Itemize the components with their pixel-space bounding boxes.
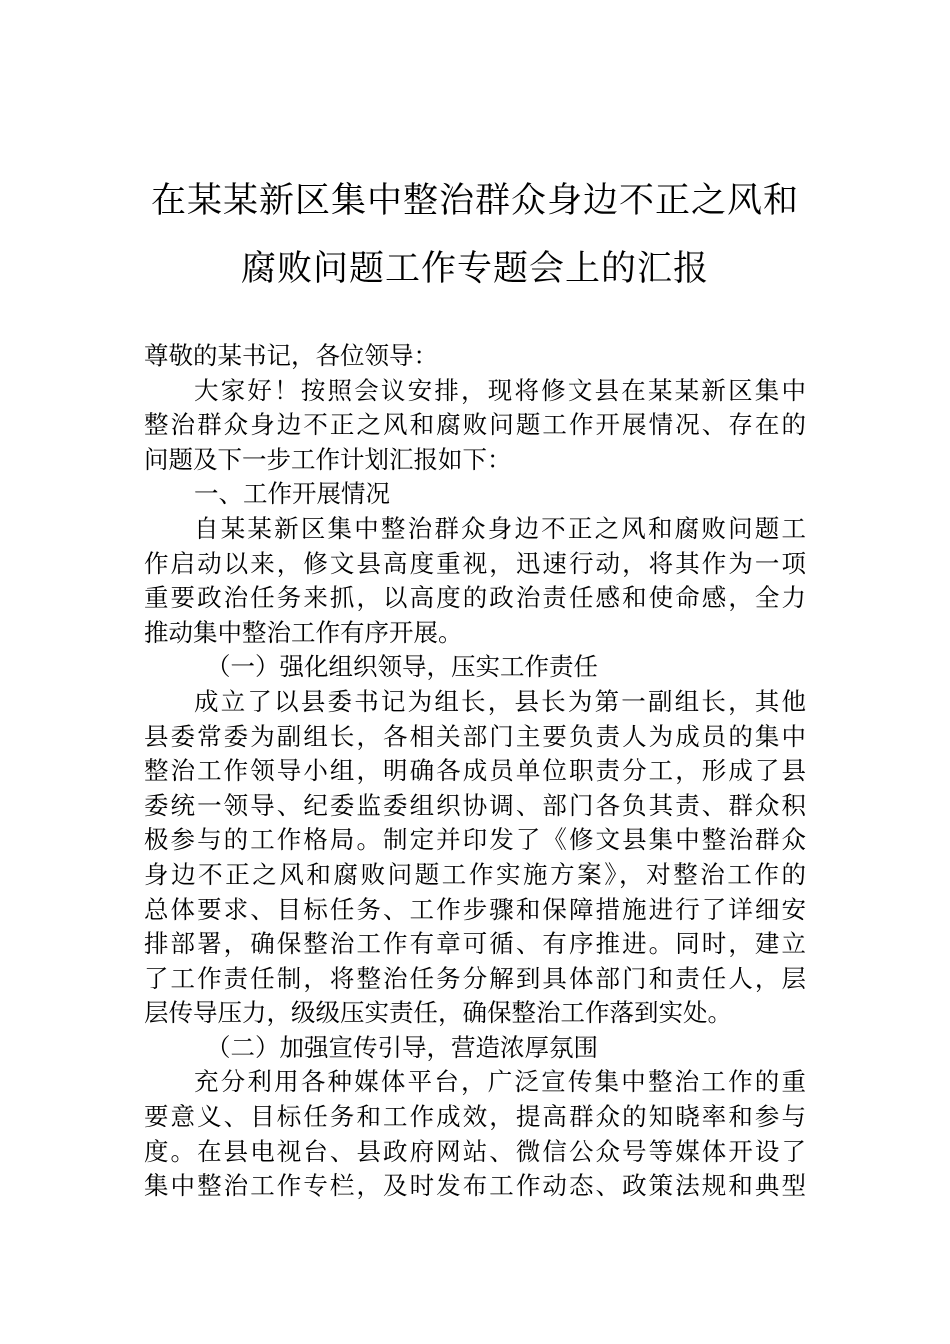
paragraph-line: 层传导压力，级级压实责任，确保整治工作落到实处。 <box>144 998 732 1028</box>
paragraph-line: 作启动以来，修文县高度重视，迅速行动，将其作为一项 <box>144 548 806 578</box>
paragraph-line: 了工作责任制，将整治任务分解到具体部门和责任人，层 <box>144 963 806 993</box>
paragraph-line: 自某某新区集中整治群众身边不正之风和腐败问题工 <box>194 513 806 543</box>
subsection-heading: （一）强化组织领导，压实工作责任 <box>206 652 598 682</box>
paragraph-line: 推动集中整治工作有序开展。 <box>144 617 463 647</box>
intro-line: 问题及下一步工作计划汇报如下： <box>144 444 512 474</box>
paragraph-line: 排部署，确保整治工作有章可循、有序推进。同时，建立 <box>144 929 806 959</box>
paragraph-line: 极参与的工作格局。制定并印发了《修文县集中整治群众 <box>144 825 806 855</box>
paragraph-line: 整治工作领导小组，明确各成员单位职责分工，形成了县 <box>144 756 806 786</box>
greeting: 尊敬的某书记，各位领导： <box>144 341 438 370</box>
paragraph-line: 身边不正之风和腐败问题工作实施方案》，对整治工作的 <box>144 859 806 889</box>
paragraph-line: 成立了以县委书记为组长，县长为第一副组长，其他 <box>194 686 806 716</box>
intro-line: 整治群众身边不正之风和腐败问题工作开展情况、存在的 <box>144 410 806 440</box>
intro-line: 大家好！按照会议安排，现将修文县在某某新区集中 <box>194 375 806 405</box>
document-title-line-1: 在某某新区集中整治群众身边不正之风和 <box>150 181 799 221</box>
document-title-line-2: 腐败问题工作专题会上的汇报 <box>240 249 709 289</box>
document-body <box>144 339 806 1204</box>
paragraph-line: 总体要求、目标任务、工作步骤和保障措施进行了详细安 <box>144 894 806 924</box>
paragraph-line: 要意义、目标任务和工作成效，提高群众的知晓率和参与 <box>144 1102 806 1132</box>
paragraph-line: 充分利用各种媒体平台，广泛宣传集中整治工作的重 <box>194 1067 806 1097</box>
paragraph-line: 集中整治工作专栏，及时发布工作动态、政策法规和典型 <box>144 1171 806 1201</box>
paragraph-line: 度。在县电视台、县政府网站、微信公众号等媒体开设了 <box>144 1136 806 1166</box>
subsection-heading: （二）加强宣传引导，营造浓厚氛围 <box>206 1032 598 1062</box>
section-heading: 一、工作开展情况 <box>194 479 390 509</box>
paragraph-line: 重要政治任务来抓，以高度的政治责任感和使命感，全力 <box>144 583 806 613</box>
paragraph-line: 委统一领导、纪委监委组织协调、部门各负其责、群众积 <box>144 790 806 820</box>
paragraph-line: 县委常委为副组长，各相关部门主要负责人为成员的集中 <box>144 721 806 751</box>
